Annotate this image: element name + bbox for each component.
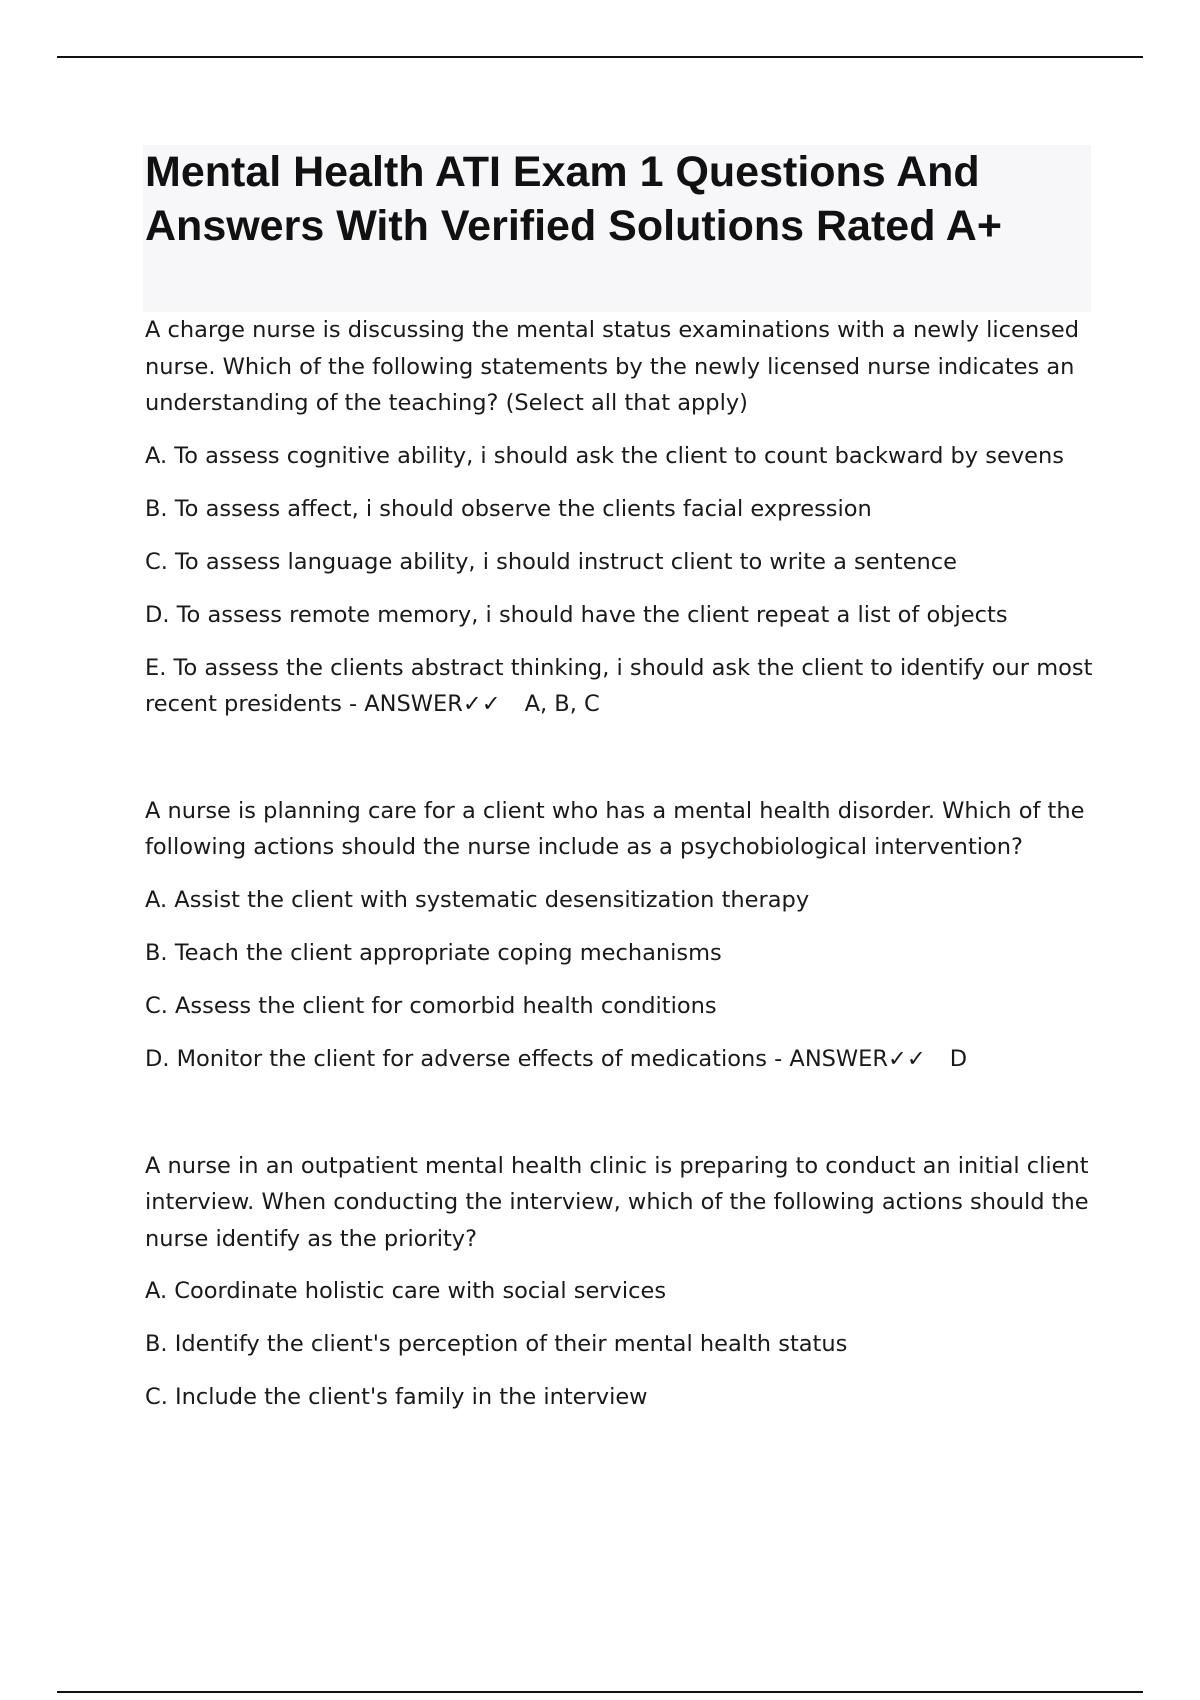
answer-option: C. To assess language ability, i should instruct client to write a sentence: [145, 548, 958, 575]
question-block-2: [145, 793, 1100, 1077]
answer-option: A. Coordinate holistic care with social services: [145, 1278, 667, 1304]
bottom-divider: [57, 1691, 1143, 1693]
question-stem: A nurse is planning care for a client who has a mental health disorder. Which of the following actions should the nurse include as a psychobiological intervention?: [145, 797, 1085, 860]
answer-option: A. To assess cognitive ability, i should ask the client to count backward by sevens: [145, 442, 1064, 469]
question-block-3: [145, 1148, 1100, 1416]
answer-option-with-answer: [145, 1041, 1100, 1077]
answer-option: B. Identify the client's perception of their mental health status: [145, 1331, 848, 1357]
answer-option: B. To assess affect, i should observe the clients facial expression: [145, 495, 872, 522]
top-divider: [57, 56, 1143, 58]
answer-label: - ANSWER✓✓: [774, 1045, 926, 1072]
question-stem: A nurse in an outpatient mental health clinic is preparing to conduct an initial client interview. When conducting the interview, which of the following actions should the nurse identify as the priority?: [145, 1152, 1089, 1252]
answer-option: D. To assess remote memory, i should have the client repeat a list of objects: [145, 601, 1008, 628]
option-text: D. Monitor the client for adverse effects of medications: [145, 1045, 767, 1072]
document-body: [145, 312, 1100, 1490]
answer-option-with-answer: [145, 650, 1100, 722]
question-stem: A charge nurse is discussing the mental status examinations with a newly licensed nurse. Which of the following statements by the newly licensed nurse indicates an understanding of the teaching? (Select all that apply): [145, 317, 1080, 416]
answer-option: A. Assist the client with systematic desensitization therapy: [145, 886, 810, 913]
document-title: Mental Health ATI Exam 1 Questions And Answers With Verified Solutions Rated A+: [143, 145, 1091, 312]
answer-option: B. Teach the client appropriate coping mechanisms: [145, 939, 722, 966]
correct-answer: A, B, C: [524, 690, 600, 717]
option-text: E. To assess the clients abstract thinking, i should ask the client to identify our most recent presidents: [145, 654, 1093, 717]
answer-option: C. Assess the client for comorbid health conditions: [145, 992, 717, 1019]
correct-answer: D: [949, 1045, 968, 1072]
answer-label: - ANSWER✓✓: [349, 690, 501, 717]
answer-option: C. Include the client's family in the interview: [145, 1384, 648, 1410]
question-block-1: [145, 312, 1100, 722]
